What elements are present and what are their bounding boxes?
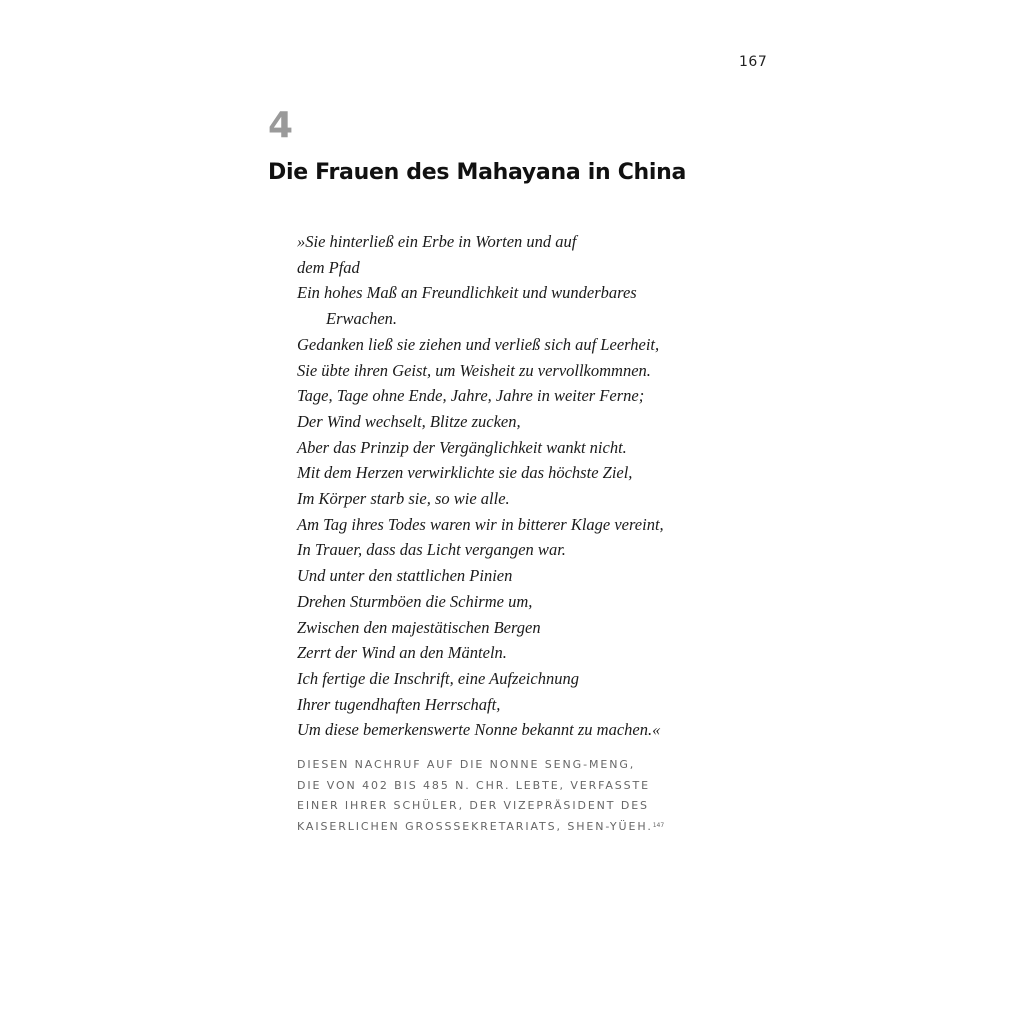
attribution-line: EINER IHRER SCHÜLER, DER VIZEPRÄSIDENT DES: [297, 799, 649, 812]
poem-line: Im Körper starb sie, so wie alle.: [297, 489, 510, 509]
poem-line: Ein hohes Maß an Freundlichkeit und wunderbares: [297, 283, 637, 303]
poem-line: »Sie hinterließ ein Erbe in Worten und auf: [297, 232, 577, 251]
footnote-marker: 147: [652, 821, 665, 829]
poem-block: [297, 229, 697, 743]
attribution-line: DIESEN NACHRUF AUF DIE NONNE SENG-MENG,: [297, 758, 636, 771]
poem-line: Drehen Sturmböen die Schirme um,: [297, 591, 533, 611]
page-number: 167: [739, 54, 768, 70]
poem-line: dem Pfad: [297, 257, 360, 277]
chapter-number: 4: [268, 105, 294, 146]
attribution-line-last: [297, 817, 677, 838]
poem-line: Zwischen den majestätischen Bergen: [297, 617, 541, 637]
poem-line: Erwachen.: [326, 309, 398, 329]
poem-line: Zerrt der Wind an den Mänteln.: [297, 643, 507, 663]
chapter-title: Die Frauen des Mahayana in China: [268, 160, 687, 185]
poem-line: Um diese bemerkenswerte Nonne bekannt zu machen.«: [297, 720, 661, 740]
poem-line: Der Wind wechselt, Blitze zucken,: [297, 411, 521, 431]
poem-line: Tage, Tage ohne Ende, Jahre, Jahre in weiter Ferne;: [297, 386, 645, 406]
attribution-note: [297, 755, 677, 837]
poem-line: Aber das Prinzip der Vergänglichkeit wankt nicht.: [297, 437, 627, 457]
attribution-line: KAISERLICHEN GROSSSEKRETARIATS, SHEN-YÜEH.: [297, 819, 653, 833]
attribution-line: DIE VON 402 BIS 485 N. CHR. LEBTE, VERFASSTE: [297, 778, 651, 792]
poem-line: Gedanken ließ sie ziehen und verließ sich auf Leerheit,: [297, 334, 660, 354]
poem-line: Ihrer tugendhaften Herrschaft,: [297, 694, 501, 714]
poem-line: Sie übte ihren Geist, um Weisheit zu vervollkommnen.: [297, 360, 651, 380]
poem-line: Am Tag ihres Todes waren wir in bitterer Klage vereint,: [297, 514, 664, 534]
poem-line: In Trauer, dass das Licht vergangen war.: [297, 540, 566, 560]
poem-line: Ich fertige die Inschrift, eine Aufzeichnung: [297, 668, 579, 688]
poem-line: Und unter den stattlichen Pinien: [297, 566, 513, 586]
poem-line: Mit dem Herzen verwirklichte sie das höchste Ziel,: [297, 463, 633, 483]
